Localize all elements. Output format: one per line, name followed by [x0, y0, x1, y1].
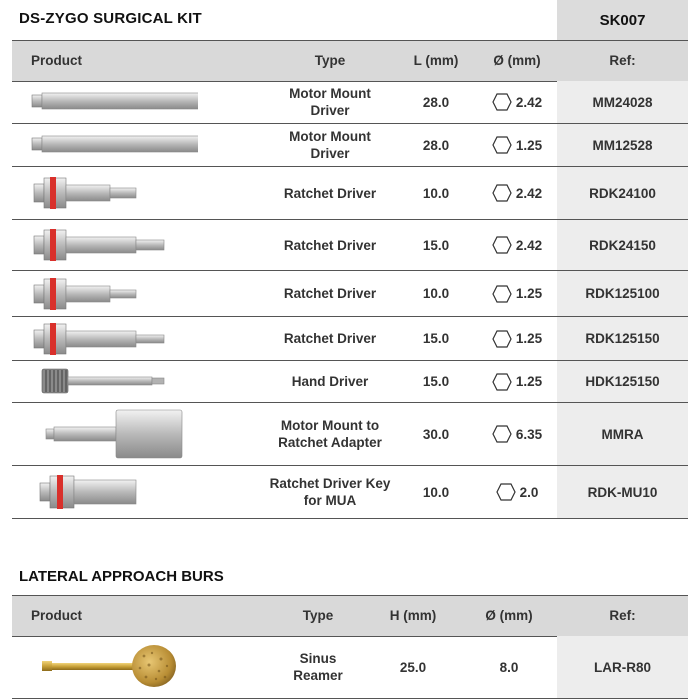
hand-driver-icon	[28, 366, 198, 396]
hex-icon	[492, 184, 512, 202]
table-row	[12, 220, 688, 271]
row-diameter: 2.42	[482, 167, 552, 219]
adapter-icon	[28, 408, 198, 460]
hex-icon	[492, 425, 512, 443]
table-row	[12, 81, 688, 124]
motor-mount-driver-icon	[28, 89, 198, 113]
col-height: H (mm)	[389, 608, 437, 623]
row-length: 30.0	[422, 426, 450, 442]
col-ref: Ref:	[609, 53, 636, 68]
burs-section-title: LATERAL APPROACH BURS	[19, 568, 224, 585]
ratchet-key-icon	[28, 473, 198, 511]
row-length: 10.0	[422, 185, 450, 201]
col-type: Type	[314, 53, 346, 68]
row-diameter: 2.42	[482, 81, 552, 123]
row-length: 15.0	[422, 237, 450, 253]
row-ref: RDK125100	[585, 286, 660, 301]
row-length: 28.0	[422, 137, 450, 153]
row-diameter: 2.0	[482, 466, 552, 518]
col-ref: Ref:	[609, 608, 636, 623]
kit-table-header	[12, 40, 688, 82]
row-type: Hand Driver	[291, 374, 369, 389]
row-length: 10.0	[422, 484, 450, 500]
table-row	[12, 124, 688, 167]
col-length: L (mm)	[413, 53, 459, 68]
row-length: 28.0	[422, 94, 450, 110]
table-row	[12, 636, 688, 699]
ratchet-driver-icon	[28, 175, 198, 211]
row-ref: LAR-R80	[593, 659, 651, 675]
row-type: Motor Mount to Ratchet Adapter	[278, 418, 382, 450]
sinus-reamer-icon	[28, 641, 198, 693]
col-type: Type	[302, 608, 334, 623]
hex-icon	[492, 330, 512, 348]
col-product: Product	[31, 608, 83, 623]
row-type: Ratchet Driver Key for MUA	[269, 476, 391, 508]
row-type: Ratchet Driver	[283, 286, 377, 301]
ratchet-driver-icon	[28, 276, 198, 312]
row-ref: RDK24100	[589, 185, 656, 201]
row-diameter: 1.25	[482, 124, 552, 166]
row-length: 10.0	[422, 286, 450, 301]
hex-icon	[492, 373, 512, 391]
ratchet-driver-icon	[28, 227, 198, 263]
table-row	[12, 167, 688, 220]
table-row	[12, 271, 688, 317]
hex-icon	[492, 285, 512, 303]
table-row	[12, 361, 688, 403]
table-row	[12, 403, 688, 466]
row-type: Ratchet Driver	[283, 185, 377, 201]
hex-icon	[492, 93, 512, 111]
row-length: 15.0	[422, 374, 450, 389]
hex-icon	[496, 483, 516, 501]
row-type: Motor Mount Driver	[289, 86, 371, 118]
row-diameter: 8.0	[499, 659, 519, 675]
row-ref: RDK-MU10	[587, 484, 658, 500]
row-length: 15.0	[422, 331, 450, 346]
row-type: Ratchet Driver	[283, 331, 377, 346]
row-ref: MM12528	[592, 137, 653, 153]
burs-table-header	[12, 595, 688, 637]
kit-code: SK007	[557, 0, 688, 40]
ratchet-driver-icon	[28, 321, 198, 357]
row-height: 25.0	[399, 659, 427, 675]
row-diameter: 6.35	[482, 403, 552, 465]
motor-mount-driver-icon	[28, 132, 198, 156]
row-diameter: 2.42	[482, 220, 552, 270]
row-ref: MM24028	[592, 94, 653, 110]
table-row	[12, 466, 688, 519]
row-diameter: 1.25	[482, 361, 552, 402]
row-type: Motor Mount Driver	[289, 129, 371, 161]
row-type: Sinus Reamer	[293, 651, 343, 683]
row-ref: RDK125150	[585, 331, 660, 346]
kit-title: DS-ZYGO SURGICAL KIT	[19, 10, 202, 27]
col-product: Product	[31, 53, 83, 68]
row-type: Ratchet Driver	[283, 237, 377, 253]
row-ref: HDK125150	[585, 374, 660, 389]
row-diameter: 1.25	[482, 317, 552, 360]
hex-icon	[492, 236, 512, 254]
table-row	[12, 317, 688, 361]
col-diameter: Ø (mm)	[485, 608, 533, 623]
col-diameter: Ø (mm)	[493, 53, 541, 68]
hex-icon	[492, 136, 512, 154]
row-diameter: 1.25	[482, 271, 552, 316]
row-ref: MMRA	[601, 426, 644, 442]
row-ref: RDK24150	[589, 237, 656, 253]
